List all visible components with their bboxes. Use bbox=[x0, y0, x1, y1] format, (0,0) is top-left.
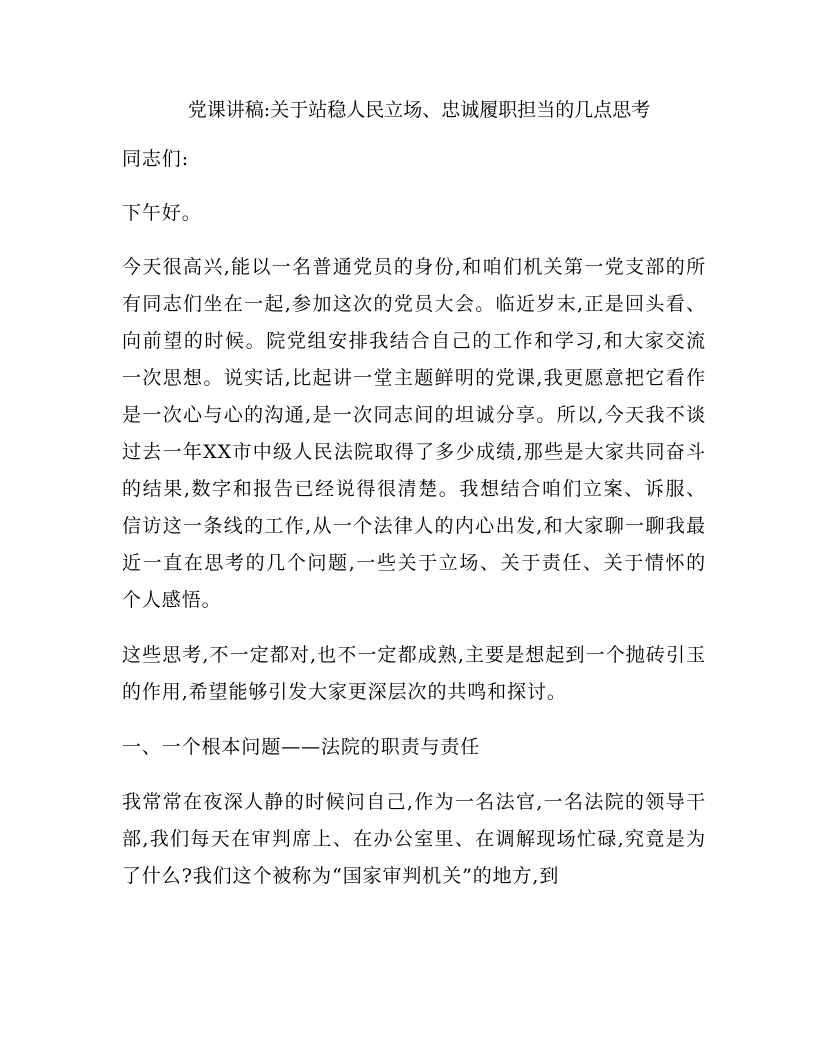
section-paragraph: 我常常在夜深人静的时候问自己,作为一名法官,一名法院的领导干部,我们每天在审判席上、在办公室里、在调解现场忙碌,究竟是为了什么?我们这个被称为“国家审判机关”的地方,到 bbox=[122, 791, 706, 887]
paragraph-modesty: 这些思考,不一定都对,也不一定都成熟,主要是想起到一个抛砖引玉的作用,希望能够引发大家更深层次的共鸣和探讨。 bbox=[122, 644, 706, 703]
paragraph-opening: 今天很高兴,能以一名普通党员的身份,和咱们机关第一党支部的所有同志们坐在一起,参加这次的党员大会。临近岁末,正是回头看、向前望的时候。院党组安排我结合自己的工作和学习,和大家交流一次思想。说实话,比起讲一堂主题鲜明的党课,我更愿意把它看作是一次心与心的沟通,是一次同志间的坦诚分享。所以,今天我不谈过去一年XX市中级人民法院取得了多少成绩,那些是大家共同奋斗的结果,数字和报告已经说得很清楚。我想结合咱们立案、诉服、信访这一条线的工作,从一个法律人的内心出发,和大家聊一聊我最近一直在思考的几个问题,一些关于立场、关于责任、关于情怀的个人感悟。 bbox=[122, 256, 706, 611]
greeting: 同志们: bbox=[122, 148, 190, 170]
section-heading: 一、一个根本问题——法院的职责与责任 bbox=[122, 736, 481, 758]
document-title: 党课讲稿:关于站稳人民立场、忠诚履职担当的几点思考 bbox=[187, 99, 651, 121]
salutation: 下午好。 bbox=[122, 202, 202, 224]
